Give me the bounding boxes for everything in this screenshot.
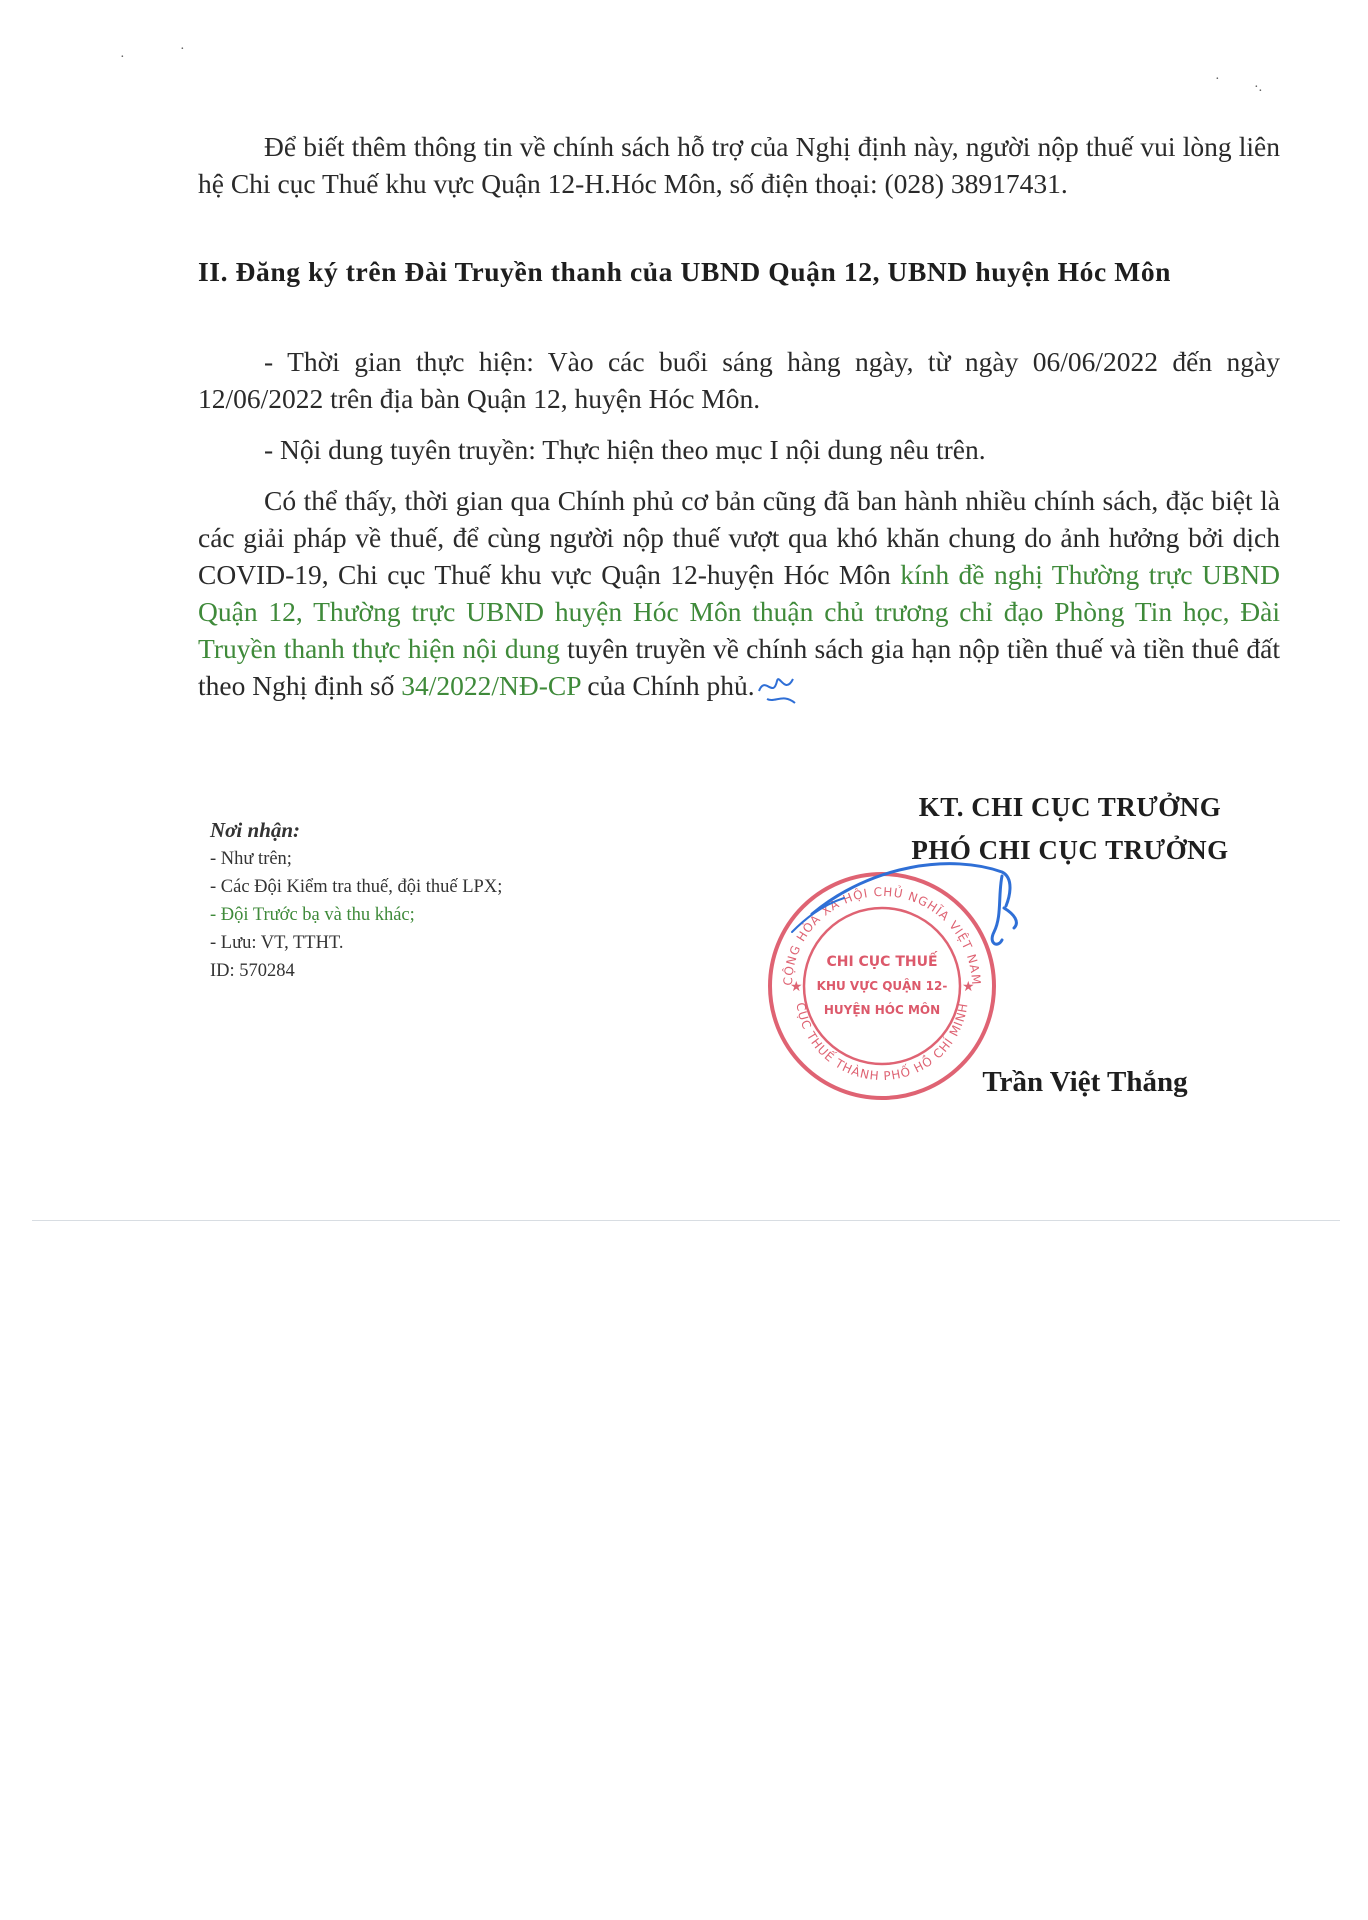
recipient-item: - Các Đội Kiểm tra thuế, đội thuế LPX; [210,877,503,897]
decree-number: 34/2022/NĐ-CP [401,670,581,701]
svg-text:★: ★ [790,980,803,995]
closing-text-3: tuyên truyền về chính sách gia hạn nộp tiền thuế và tiền thuê đất theo Nghị định số [198,633,1280,701]
bullet-content: - Nội dung tuyên truyền: Thực hiện theo mục I nội dung nêu trên. [264,434,986,465]
closing-text-1: Có thể thấy, thời gian qua Chính phủ cơ bản cũng đã ban hành nhiều chính sách, đặc biệt là các giải pháp về thuế, để cùng người nộp thuế vượt qua khó khăn chung do ảnh hưởng bởi dịch COVID-19, Chi cục Thuế khu vực Quận 12-huyện Hóc Môn [198,485,1280,590]
recipient-item: - Đội Trước bạ và thu khác; [210,905,415,925]
handwritten-signature-icon [752,836,1042,986]
bullet-time: - Thời gian thực hiện: Vào các buổi sáng hàng ngày, từ ngày 06/06/2022 đến ngày 12/06/2022 trên địa bàn Quận 12, huyện Hóc Môn. [198,346,1280,414]
signer-name: Trần Việt Thắng [982,1066,1188,1098]
recipients-title: Nơi nhận: [210,818,301,842]
svg-text:★: ★ [962,980,975,995]
scan-speck: · [180,42,185,57]
scan-speck: ·. [1254,80,1263,95]
scan-speck: · [120,50,125,65]
initial-mark-icon [755,669,797,709]
closing-text-request: kính đề nghị Thường trực UBND Quận 12, Thường trực UBND huyện Hóc Môn thuận chủ trương chỉ đạo Phòng Tin học, Đài Truyền thanh thực hiện nội dung [198,559,1280,664]
stamp-ring-top: CỘNG HÒA XÃ HỘI CHỦ NGHĨA VIỆT NAM [780,884,984,986]
closing-text-5: của Chính phủ. [580,670,755,701]
stamp-center-line3: HUYỆN HÓC MÔN [823,1003,941,1017]
signature-title-line1: KT. CHI CỤC TRƯỞNG [918,792,1222,822]
bullet-list [198,343,1280,468]
scan-speck: · [1215,72,1220,87]
signature-title-line2: PHÓ CHI CỤC TRƯỞNG [911,835,1229,865]
recipient-item: - Lưu: VT, TTHT. [210,933,344,953]
stamp-center-line2: KHU VỰC QUẬN 12- [816,979,948,993]
intro-paragraph: Để biết thêm thông tin về chính sách hỗ trợ của Nghị định này, người nộp thuế vui lòng liên hệ Chi cục Thuế khu vực Quận 12-H.Hóc Môn, số điện thoại: (028) 38917431. [198,131,1280,199]
intro-paragraph-block [198,128,1280,202]
recipient-item: - Như trên; [210,849,292,869]
document-id: ID: 570284 [210,961,295,981]
closing-paragraph-block [198,482,1280,709]
section-heading: II. Đăng ký trên Đài Truyền thanh của UBND Quận 12, UBND huyện Hóc Môn [198,256,1172,287]
page-divider [32,1220,1340,1221]
recipients-block [210,818,670,985]
stamp-center-line1: CHI CỤC THUẾ [826,954,938,970]
closing-paragraph [198,482,1280,709]
stamp-ring-bottom: CỤC THUẾ THÀNH PHỐ HỒ CHÍ MINH [793,1001,971,1084]
